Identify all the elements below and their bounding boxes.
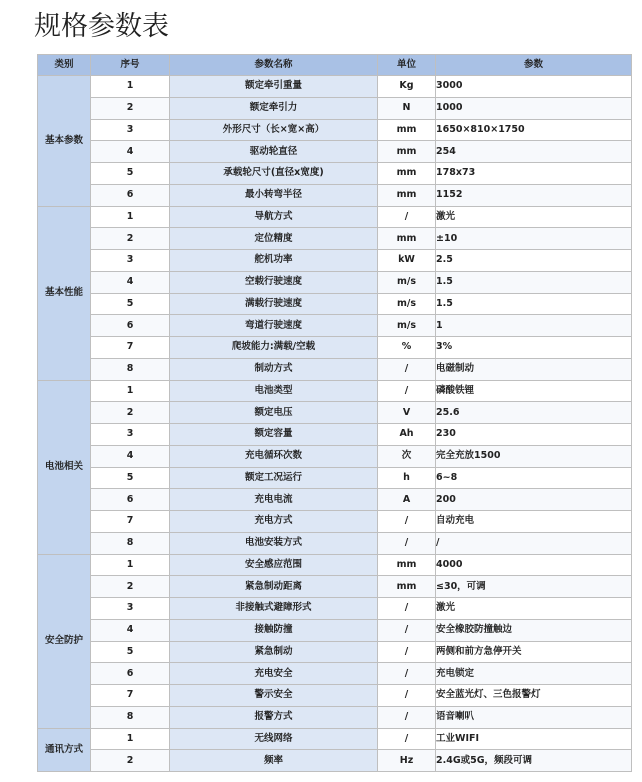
row-number-cell: 3 bbox=[91, 119, 170, 141]
value-cell: 激光 bbox=[436, 206, 632, 228]
row-number-cell: 1 bbox=[91, 206, 170, 228]
unit-cell: mm bbox=[378, 228, 436, 250]
table-row bbox=[38, 424, 632, 446]
param-name-cell: 满载行驶速度 bbox=[170, 293, 378, 315]
value-cell: 安全橡胶防撞触边 bbox=[436, 619, 632, 641]
value-cell: 语音喇叭 bbox=[436, 706, 632, 728]
row-number-cell: 8 bbox=[91, 532, 170, 554]
param-name-cell: 报警方式 bbox=[170, 706, 378, 728]
header-unit: 单位 bbox=[378, 55, 436, 76]
table-row bbox=[38, 337, 632, 359]
unit-cell: Kg bbox=[378, 76, 436, 98]
param-name-cell: 定位精度 bbox=[170, 228, 378, 250]
param-name-cell: 额定牵引力 bbox=[170, 97, 378, 119]
param-name-cell: 紧急制动距离 bbox=[170, 576, 378, 598]
unit-cell: mm bbox=[378, 554, 436, 576]
unit-cell: kW bbox=[378, 250, 436, 272]
param-name-cell: 舵机功率 bbox=[170, 250, 378, 272]
unit-cell: / bbox=[378, 685, 436, 707]
row-number-cell: 2 bbox=[91, 750, 170, 772]
unit-cell: mm bbox=[378, 576, 436, 598]
param-name-cell: 非接触式避障形式 bbox=[170, 598, 378, 620]
table-row bbox=[38, 315, 632, 337]
param-name-cell: 安全感应范围 bbox=[170, 554, 378, 576]
value-cell: 230 bbox=[436, 424, 632, 446]
value-cell: / bbox=[436, 532, 632, 554]
param-name-cell: 爬坡能力:满载/空载 bbox=[170, 337, 378, 359]
value-cell: 3000 bbox=[436, 76, 632, 98]
table-row bbox=[38, 250, 632, 272]
unit-cell: / bbox=[378, 358, 436, 380]
unit-cell: h bbox=[378, 467, 436, 489]
value-cell: ≤30，可调 bbox=[436, 576, 632, 598]
row-number-cell: 8 bbox=[91, 358, 170, 380]
table-row bbox=[38, 402, 632, 424]
value-cell: 自动充电 bbox=[436, 511, 632, 533]
unit-cell: % bbox=[378, 337, 436, 359]
unit-cell: m/s bbox=[378, 271, 436, 293]
table-row bbox=[38, 511, 632, 533]
unit-cell: mm bbox=[378, 163, 436, 185]
param-name-cell: 无线网络 bbox=[170, 728, 378, 750]
row-number-cell: 3 bbox=[91, 424, 170, 446]
table-row bbox=[38, 598, 632, 620]
value-cell: 两侧和前方急停开关 bbox=[436, 641, 632, 663]
table-row bbox=[38, 728, 632, 750]
param-name-cell: 驱动轮直径 bbox=[170, 141, 378, 163]
row-number-cell: 1 bbox=[91, 380, 170, 402]
table-row bbox=[38, 163, 632, 185]
value-cell: 254 bbox=[436, 141, 632, 163]
table-row bbox=[38, 445, 632, 467]
table-row bbox=[38, 663, 632, 685]
row-number-cell: 4 bbox=[91, 445, 170, 467]
table-row bbox=[38, 293, 632, 315]
table-row bbox=[38, 119, 632, 141]
table-row bbox=[38, 619, 632, 641]
table-row bbox=[38, 685, 632, 707]
param-name-cell: 充电方式 bbox=[170, 511, 378, 533]
spec-table bbox=[37, 54, 632, 772]
param-name-cell: 额定电压 bbox=[170, 402, 378, 424]
table-row bbox=[38, 706, 632, 728]
category-cell: 安全防护 bbox=[38, 554, 91, 728]
unit-cell: / bbox=[378, 706, 436, 728]
value-cell: 1.5 bbox=[436, 293, 632, 315]
table-row bbox=[38, 380, 632, 402]
table-row bbox=[38, 554, 632, 576]
unit-cell: V bbox=[378, 402, 436, 424]
param-name-cell: 额定牵引重量 bbox=[170, 76, 378, 98]
value-cell: 充电锁定 bbox=[436, 663, 632, 685]
param-name-cell: 承载轮尺寸(直径x宽度) bbox=[170, 163, 378, 185]
table-row bbox=[38, 141, 632, 163]
value-cell: 磷酸铁锂 bbox=[436, 380, 632, 402]
table-row bbox=[38, 532, 632, 554]
value-cell: 2.5 bbox=[436, 250, 632, 272]
row-number-cell: 6 bbox=[91, 663, 170, 685]
row-number-cell: 4 bbox=[91, 141, 170, 163]
table-row bbox=[38, 467, 632, 489]
param-name-cell: 空载行驶速度 bbox=[170, 271, 378, 293]
row-number-cell: 7 bbox=[91, 511, 170, 533]
value-cell: 1.5 bbox=[436, 271, 632, 293]
row-number-cell: 6 bbox=[91, 315, 170, 337]
row-number-cell: 7 bbox=[91, 337, 170, 359]
param-name-cell: 额定容量 bbox=[170, 424, 378, 446]
unit-cell: Hz bbox=[378, 750, 436, 772]
page-title: 规格参数表 bbox=[34, 11, 169, 42]
param-name-cell: 弯道行驶速度 bbox=[170, 315, 378, 337]
param-name-cell: 充电安全 bbox=[170, 663, 378, 685]
param-name-cell: 制动方式 bbox=[170, 358, 378, 380]
row-number-cell: 8 bbox=[91, 706, 170, 728]
value-cell: 电磁制动 bbox=[436, 358, 632, 380]
value-cell: 1650×810×1750 bbox=[436, 119, 632, 141]
row-number-cell: 4 bbox=[91, 619, 170, 641]
header-category: 类别 bbox=[38, 55, 91, 76]
unit-cell: / bbox=[378, 619, 436, 641]
value-cell: 3% bbox=[436, 337, 632, 359]
value-cell: 2.4G或5G，频段可调 bbox=[436, 750, 632, 772]
row-number-cell: 1 bbox=[91, 554, 170, 576]
unit-cell: / bbox=[378, 598, 436, 620]
unit-cell: m/s bbox=[378, 293, 436, 315]
category-cell: 通讯方式 bbox=[38, 728, 91, 772]
table-row bbox=[38, 206, 632, 228]
value-cell: 工业WIFI bbox=[436, 728, 632, 750]
category-cell: 基本性能 bbox=[38, 206, 91, 380]
table-row bbox=[38, 489, 632, 511]
param-name-cell: 充电循环次数 bbox=[170, 445, 378, 467]
value-cell: 安全蓝光灯、三色报警灯 bbox=[436, 685, 632, 707]
table-body bbox=[38, 76, 632, 772]
header-param-name: 参数名称 bbox=[170, 55, 378, 76]
unit-cell: m/s bbox=[378, 315, 436, 337]
unit-cell: A bbox=[378, 489, 436, 511]
table-header-row bbox=[38, 55, 632, 76]
value-cell: 200 bbox=[436, 489, 632, 511]
row-number-cell: 1 bbox=[91, 76, 170, 98]
row-number-cell: 3 bbox=[91, 250, 170, 272]
unit-cell: Ah bbox=[378, 424, 436, 446]
unit-cell: N bbox=[378, 97, 436, 119]
unit-cell: / bbox=[378, 641, 436, 663]
row-number-cell: 5 bbox=[91, 641, 170, 663]
unit-cell: mm bbox=[378, 119, 436, 141]
unit-cell: / bbox=[378, 511, 436, 533]
param-name-cell: 最小转弯半径 bbox=[170, 184, 378, 206]
value-cell: 1000 bbox=[436, 97, 632, 119]
table-row bbox=[38, 576, 632, 598]
header-value: 参数 bbox=[436, 55, 632, 76]
param-name-cell: 频率 bbox=[170, 750, 378, 772]
row-number-cell: 5 bbox=[91, 293, 170, 315]
row-number-cell: 5 bbox=[91, 163, 170, 185]
row-number-cell: 6 bbox=[91, 489, 170, 511]
table-row bbox=[38, 184, 632, 206]
category-cell: 基本参数 bbox=[38, 76, 91, 207]
value-cell: 178x73 bbox=[436, 163, 632, 185]
row-number-cell: 4 bbox=[91, 271, 170, 293]
param-name-cell: 导航方式 bbox=[170, 206, 378, 228]
value-cell: 1 bbox=[436, 315, 632, 337]
table-row bbox=[38, 641, 632, 663]
param-name-cell: 外形尺寸（长×宽×高） bbox=[170, 119, 378, 141]
row-number-cell: 1 bbox=[91, 728, 170, 750]
row-number-cell: 2 bbox=[91, 228, 170, 250]
row-number-cell: 3 bbox=[91, 598, 170, 620]
unit-cell: mm bbox=[378, 184, 436, 206]
category-cell: 电池相关 bbox=[38, 380, 91, 554]
row-number-cell: 5 bbox=[91, 467, 170, 489]
unit-cell: / bbox=[378, 380, 436, 402]
param-name-cell: 电池安装方式 bbox=[170, 532, 378, 554]
unit-cell: / bbox=[378, 663, 436, 685]
unit-cell: mm bbox=[378, 141, 436, 163]
row-number-cell: 7 bbox=[91, 685, 170, 707]
unit-cell: / bbox=[378, 728, 436, 750]
table-row bbox=[38, 750, 632, 772]
param-name-cell: 警示安全 bbox=[170, 685, 378, 707]
table-row bbox=[38, 358, 632, 380]
row-number-cell: 2 bbox=[91, 97, 170, 119]
param-name-cell: 接触防撞 bbox=[170, 619, 378, 641]
row-number-cell: 6 bbox=[91, 184, 170, 206]
row-number-cell: 2 bbox=[91, 576, 170, 598]
unit-cell: / bbox=[378, 206, 436, 228]
header-no: 序号 bbox=[91, 55, 170, 76]
table-row bbox=[38, 76, 632, 98]
value-cell: 1152 bbox=[436, 184, 632, 206]
value-cell: 4000 bbox=[436, 554, 632, 576]
value-cell: ±10 bbox=[436, 228, 632, 250]
value-cell: 激光 bbox=[436, 598, 632, 620]
value-cell: 25.6 bbox=[436, 402, 632, 424]
value-cell: 6~8 bbox=[436, 467, 632, 489]
param-name-cell: 电池类型 bbox=[170, 380, 378, 402]
param-name-cell: 额定工况运行 bbox=[170, 467, 378, 489]
table-row bbox=[38, 97, 632, 119]
param-name-cell: 充电电流 bbox=[170, 489, 378, 511]
row-number-cell: 2 bbox=[91, 402, 170, 424]
table-row bbox=[38, 271, 632, 293]
table-row bbox=[38, 228, 632, 250]
unit-cell: / bbox=[378, 532, 436, 554]
value-cell: 完全充放1500 bbox=[436, 445, 632, 467]
param-name-cell: 紧急制动 bbox=[170, 641, 378, 663]
unit-cell: 次 bbox=[378, 445, 436, 467]
